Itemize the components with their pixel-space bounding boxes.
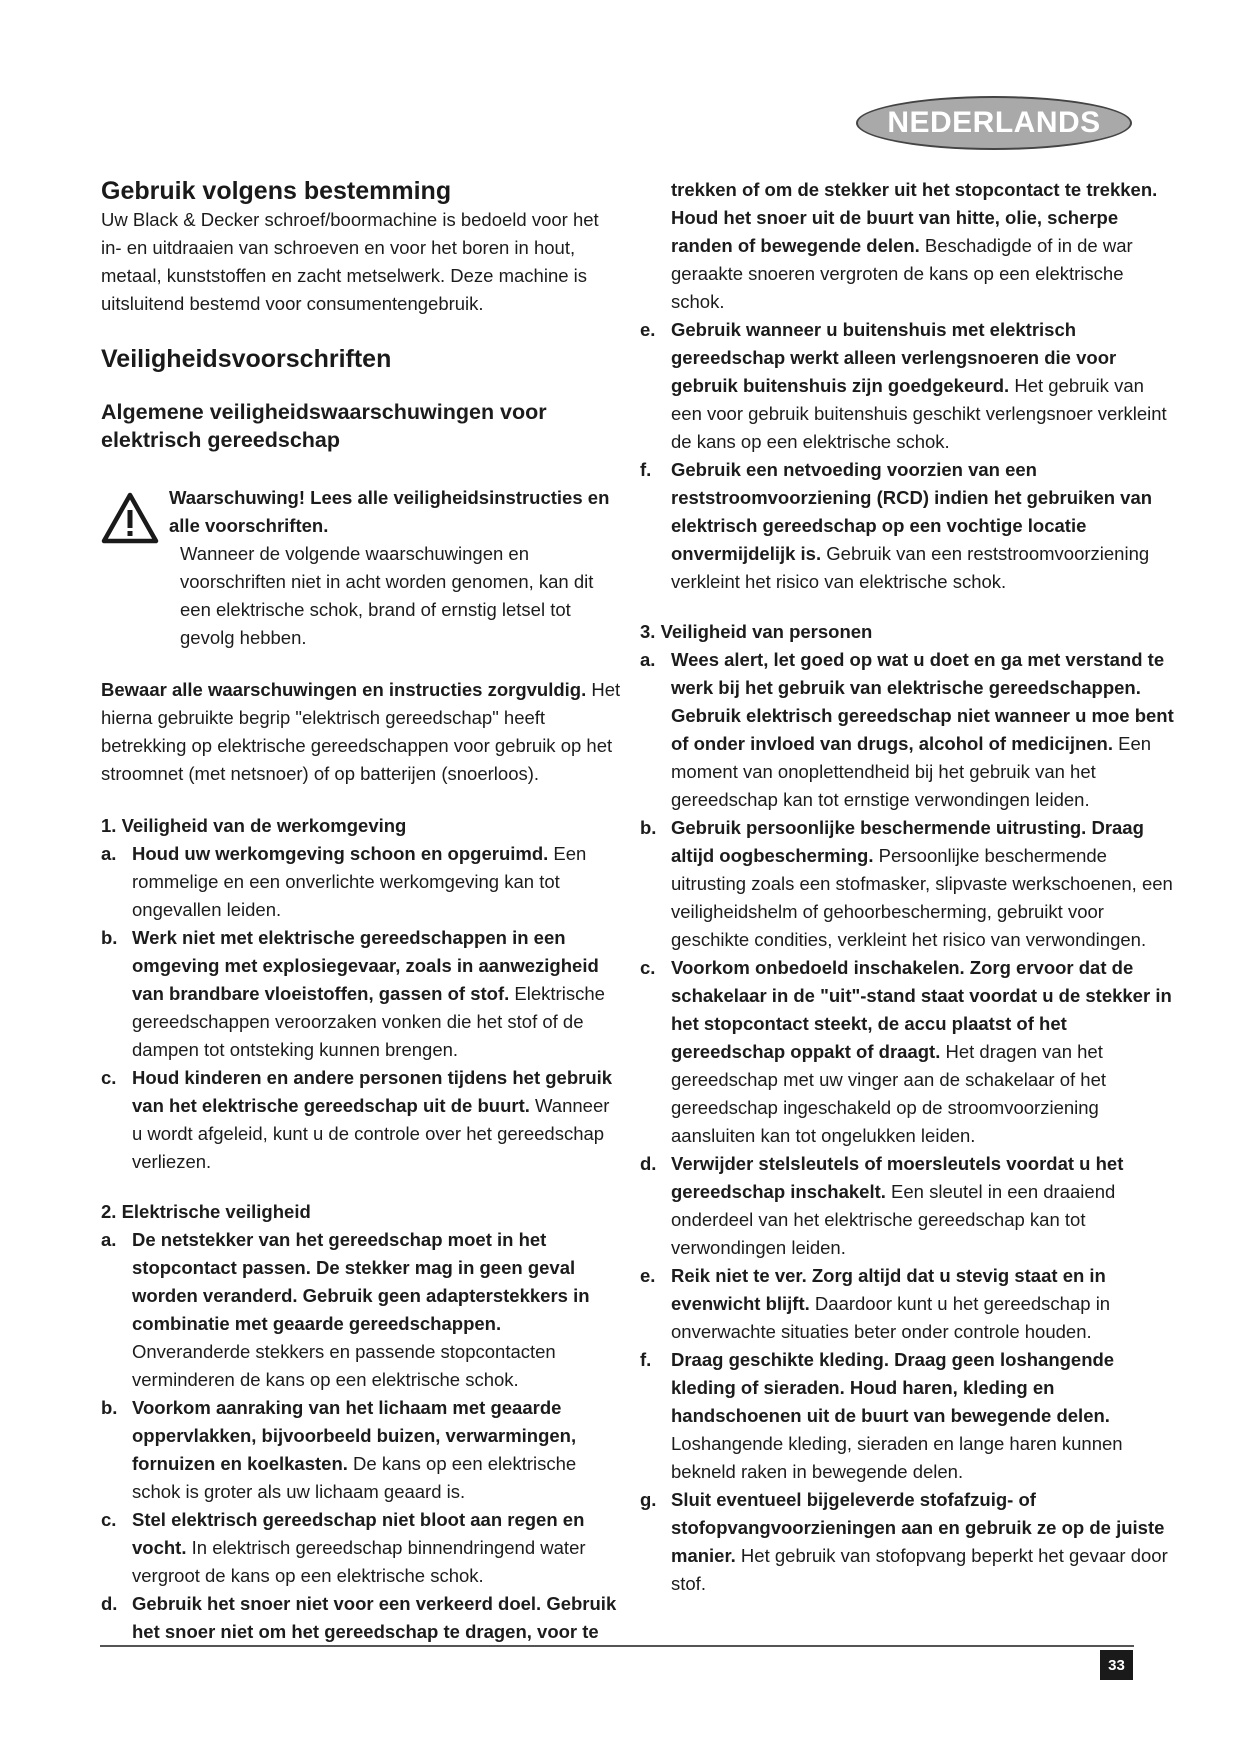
warning-triangle-icon — [101, 492, 159, 544]
list-item: b. Gebruik persoonlijke beschermende uitrusting. Draag altijd oogbescherming. Persoonlijke beschermende uitrusting zoals een stofmasker, slipvaste werkschoenen, een veiligheidshelm of gehoorbescherming, gebruikt voor geschikte condities, verkleint het risico van verwondingen. — [640, 817, 1173, 950]
intended-use-text: Uw Black & Decker schroef/boormachine is bedoeld voor het in- en uitdraaien van schroeven en voor het boren in hout, metaal, kunststoffen en zacht metselwerk. Deze machine is uitsluitend bestemd voor consumentengebruik. — [101, 209, 599, 314]
list-item: c. Houd kinderen en andere personen tijdens het gebruik van het elektrische gereedschap uit de buurt. Wanneer u wordt afgeleid, kunt u de controle over het gereedschap verliezen. — [101, 1067, 613, 1172]
list-item: a. Wees alert, let goed op wat u doet en ga met verstand te werk bij het gebruik van elektrische gereedschappen. Gebruik elektrisch gereedschap niet wanneer u moe bent of onder invloed van drugs, alcohol of medicijnen. Een moment van onoplettendheid bij het gebruik van het gereedschap kan tot ernstige verwondingen leiden. — [640, 649, 1174, 810]
keep-instructions-bold: Bewaar alle waarschuwingen en instructies zorgvuldig. — [101, 679, 587, 700]
language-badge-label: NEDERLANDS — [887, 106, 1101, 139]
list-item: f. Gebruik een netvoeding voorzien van een reststroomvoorziening (RCD) indien het gebruiken van elektrisch gereedschap op een vochtige locatie onvermijdelijk is. Gebruik van een reststroomvoorziening verkleint het risico van elektrische schok. — [640, 459, 1153, 592]
warning-block — [101, 484, 621, 652]
list-item: b. Voorkom aanraking van het lichaam met geaarde oppervlakken, bijvoorbeeld buizen, verwarmingen, fornuizen en koelkasten. De kans op een elektrische schok is groter als uw lichaam geaard is. — [101, 1397, 577, 1502]
language-badge — [856, 96, 1132, 150]
page-number: 33 — [1100, 1650, 1133, 1680]
list-item: f. Draag geschikte kleding. Draag geen loshangende kleding of sieraden. Houd haren, kleding en handschoenen uit de buurt van bewegende delen. Loshangende kleding, sieraden en lange haren kunnen bekneld raken in bewegende delen. — [640, 1349, 1123, 1482]
list-item: e. Gebruik wanneer u buitenshuis met elektrisch gereedschap werkt alleen verlengsnoeren die voor gebruik buitenshuis zijn goedgekeurd. Het gebruik van een voor gebruik buitenshuis geschikt verlengsnoer verkleint de kans op een elektrische schok. — [640, 319, 1167, 452]
left-column — [101, 176, 621, 1646]
section-1 — [101, 812, 621, 1176]
list-item: b. Werk niet met elektrische gereedschappen in een omgeving met explosiegevaar, zoals in aanwezigheid van brandbare vloeistoffen, gassen of stof. Elektrische gereedschappen veroorzaken vonken die het stof of de dampen tot ontsteking kunnen brengen. — [101, 927, 605, 1060]
section-2-heading: 2. Elektrische veiligheid — [101, 1201, 311, 1222]
section-3 — [640, 618, 1178, 1598]
list-item: c. Stel elektrisch gereedschap niet bloot aan regen en vocht. In elektrisch gereedschap binnendringend water vergroot de kans op een elektrische schok. — [101, 1509, 586, 1586]
list-item: a. De netstekker van het gereedschap moet in het stopcontact passen. De stekker mag in geen geval worden veranderd. Gebruik geen adapterstekkers in combinatie met geaarde gereedschappen. Onveranderde stekkers en passende stopcontacten verminderen de kans op een elektrische schok. — [101, 1229, 590, 1390]
list-item-continued: trekken of om de stekker uit het stopcontact te trekken. Houd het snoer uit de buurt van hitte, olie, scherpe randen of bewegende delen. Beschadigde of in de war geraakte snoeren vergroten de kans op een elektrische schok. — [671, 179, 1158, 312]
warning-bold: Waarschuwing! Lees alle veiligheidsinstructies en alle voorschriften. — [169, 487, 610, 536]
list-item: e. Reik niet te ver. Zorg altijd dat u stevig staat en in evenwicht blijft. Daardoor kunt u het gereedschap in onverwachte situaties beter onder controle houden. — [640, 1265, 1111, 1342]
keep-instructions — [101, 676, 621, 788]
list-item: c. Voorkom onbedoeld inschakelen. Zorg ervoor dat de schakelaar in de "uit"-stand staat voordat u de stekker in het stopcontact steekt, de accu plaatst of het gereedschap oppakt of draagt. Het dragen van het gereedschap met uw vinger aan de schakelaar of het gereedschap ingeschakeld op de stroomvoorziening aansluiten kan tot ongelukken leiden. — [640, 957, 1172, 1146]
section-2 — [101, 1198, 621, 1646]
safety-subtitle: Algemene veiligheidswaarschuwingen voor elektrisch gereedschap — [101, 400, 547, 452]
list-item: a. Houd uw werkomgeving schoon en opgeruimd. Een rommelige en een onverlichte werkomgeving kan tot ongevallen leiden. — [101, 843, 587, 920]
section-1-heading: 1. Veiligheid van de werkomgeving — [101, 815, 407, 836]
keep-instructions-text: Het hierna gebruikte begrip "elektrisch gereedschap" heeft betrekking op elektrische gereedschappen voor gebruik op het stroomnet (met netsnoer) of op batterijen (snoerloos). — [101, 679, 621, 784]
safety-title: Veiligheidsvoorschriften — [101, 345, 392, 373]
section-3-heading: 3. Veiligheid van personen — [640, 621, 873, 642]
footer-rule — [100, 1645, 1134, 1647]
right-column — [640, 176, 1178, 1598]
intended-use-title: Gebruik volgens bestemming — [101, 177, 452, 205]
list-item: d. Gebruik het snoer niet voor een verkeerd doel. Gebruik het snoer niet om het gereedschap te dragen, voor te — [101, 1593, 617, 1642]
warning-text: Wanneer de volgende waarschuwingen en voorschriften niet in acht worden genomen, kan dit een elektrische schok, brand of ernstig letsel tot gevolg hebben. — [180, 543, 594, 648]
list-item: d. Verwijder stelsleutels of moersleutels voordat u het gereedschap inschakelt. Een sleutel in een draaiend onderdeel van het elektrische gereedschap kan tot verwondingen leiden. — [640, 1153, 1124, 1258]
list-item: g. Sluit eventueel bijgeleverde stofafzuig- of stofopvangvoorzieningen aan en gebruik ze op de juiste manier. Het gebruik van stofopvang beperkt het gevaar door stof. — [640, 1489, 1168, 1594]
